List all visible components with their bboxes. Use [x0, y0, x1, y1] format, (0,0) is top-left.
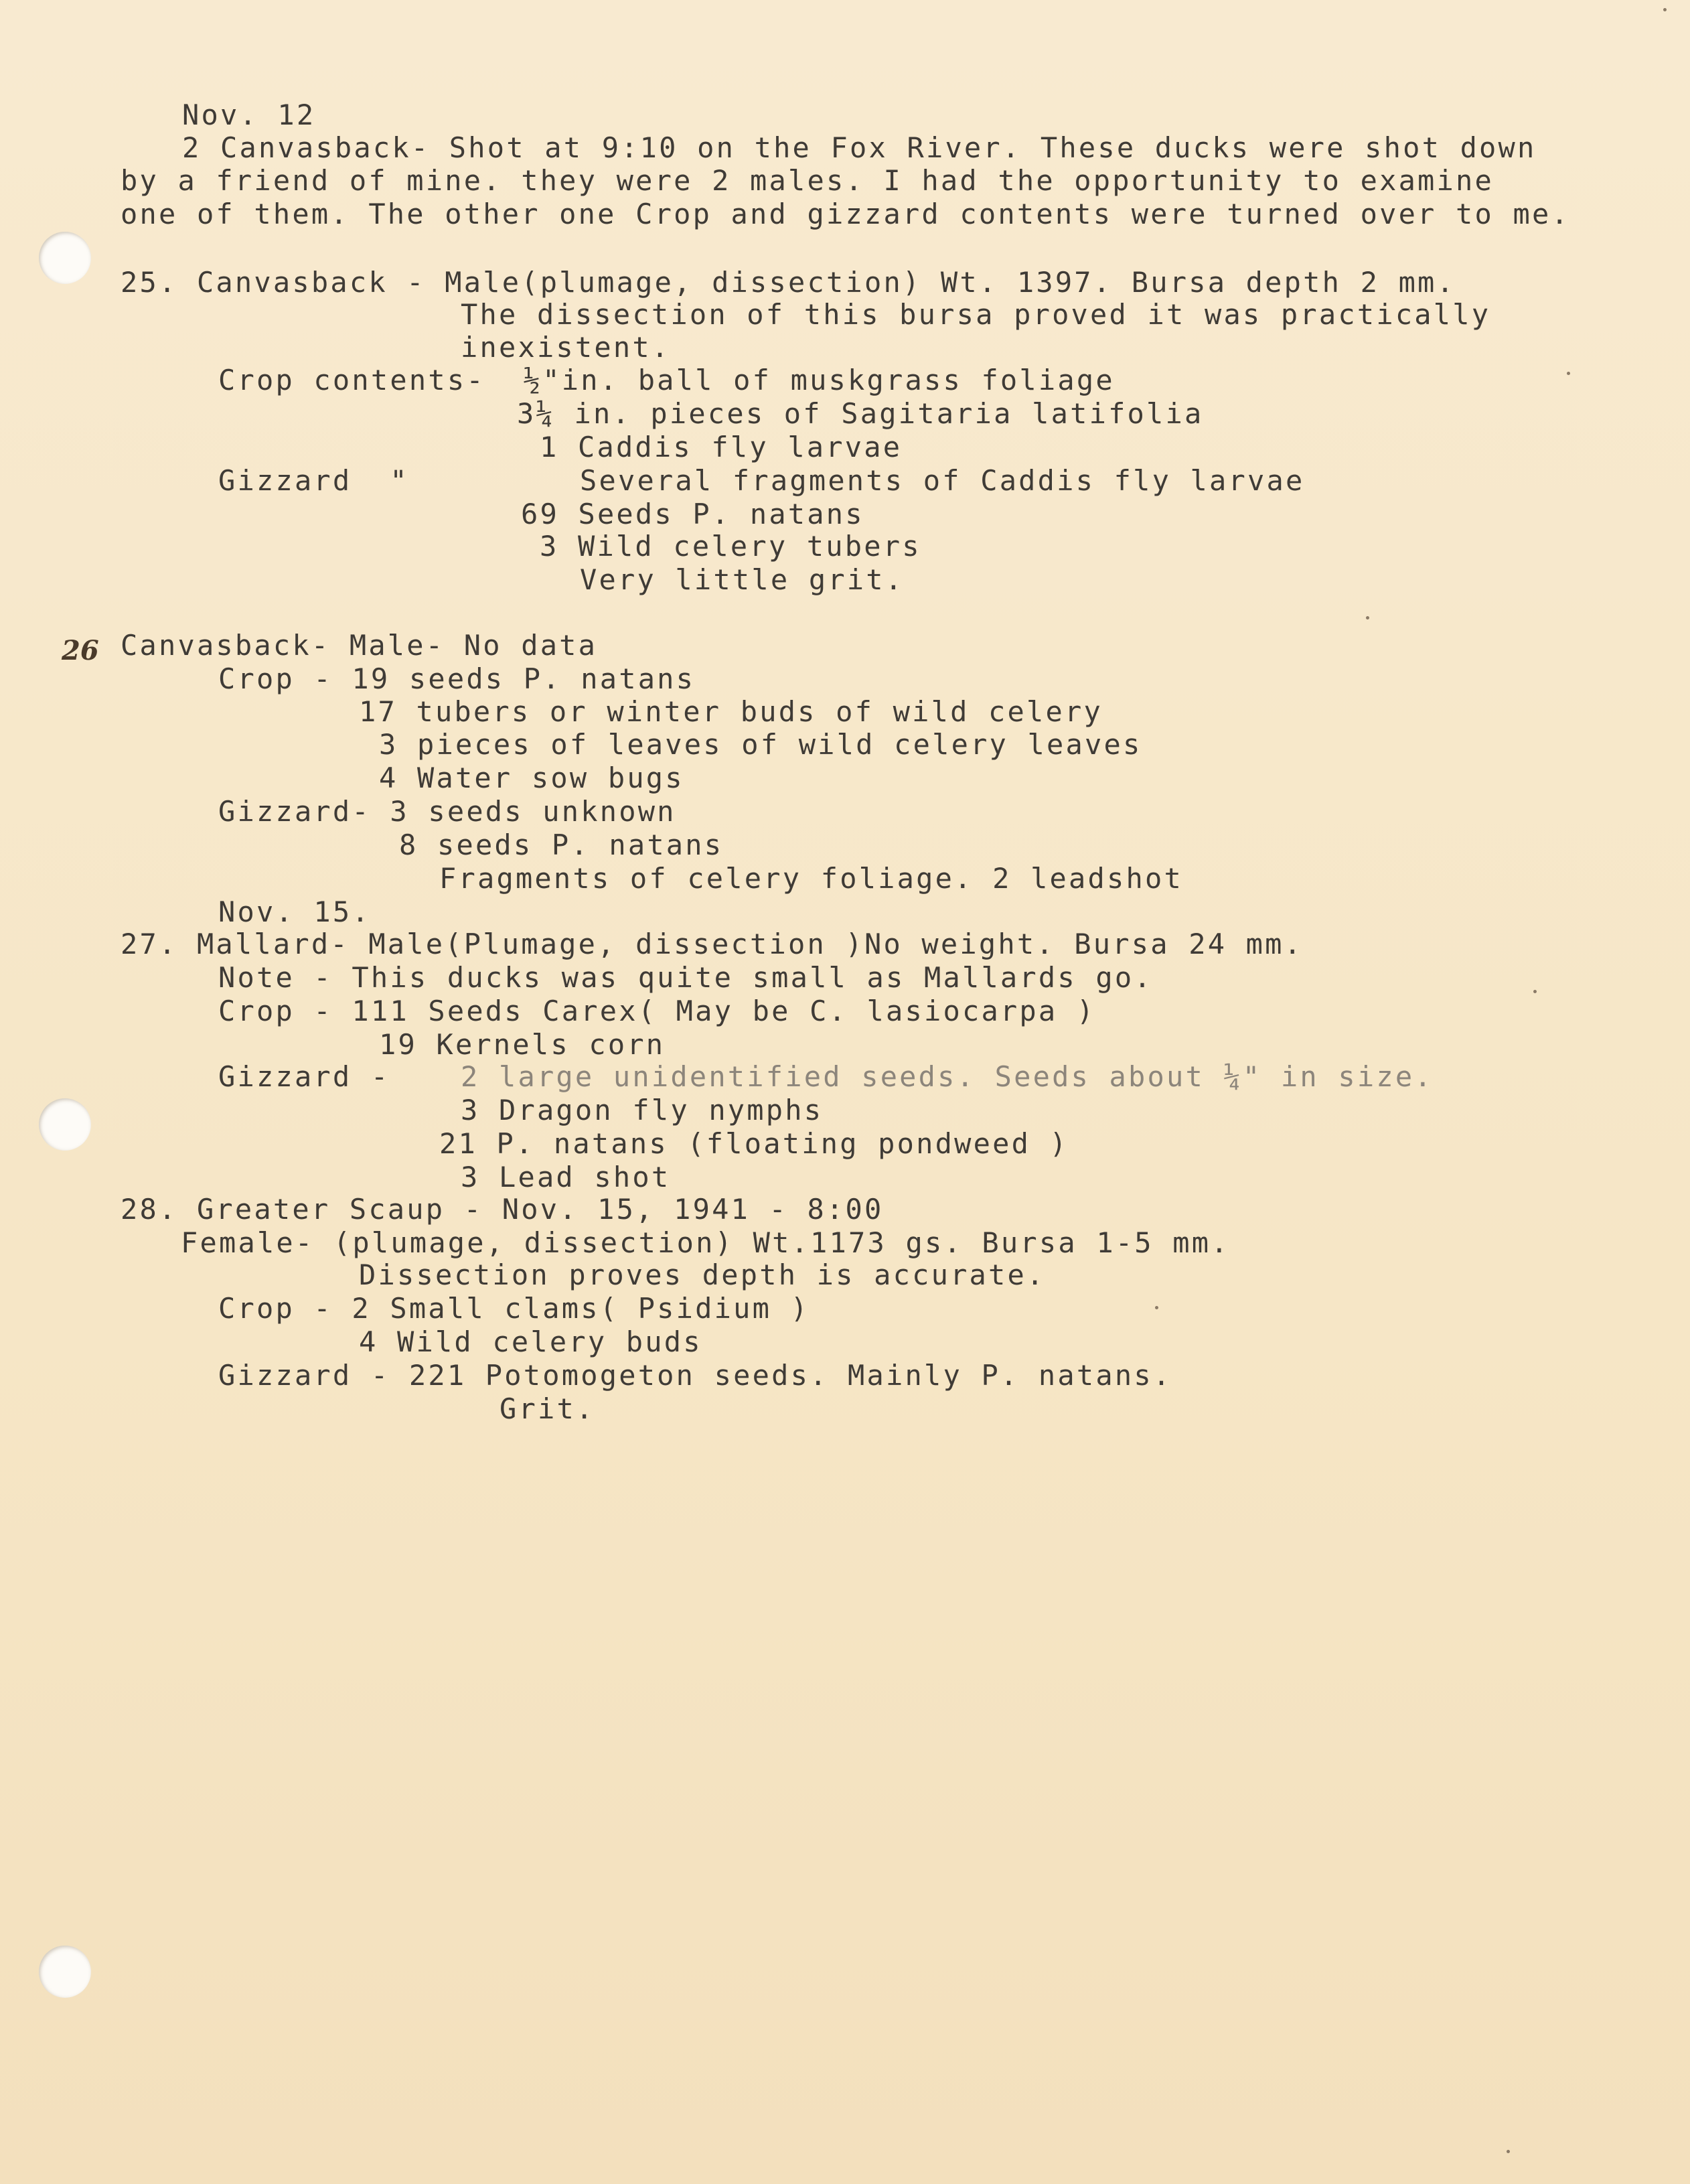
text-line: by a friend of mine. they were 2 males. I had the opportunity to examine	[121, 164, 1494, 197]
paper-speck	[1533, 990, 1537, 993]
paper-speck	[1507, 2150, 1510, 2153]
text-line: 27. Mallard- Male(Plumage, dissection )No weight. Bursa 24 mm.	[121, 928, 1304, 960]
text-line: Gizzard -	[218, 1060, 390, 1093]
text-line: Gizzard- 3 seeds unknown	[218, 795, 676, 828]
text-line: 4 Water sow bugs	[379, 761, 684, 794]
text-line: 17 tubers or winter buds of wild celery	[359, 695, 1103, 728]
text-line: Female- (plumage, dissection) Wt.1173 gs. Bursa 1-5 mm.	[181, 1226, 1230, 1259]
text-line: Note - This ducks was quite small as Mallards go.	[218, 961, 1153, 994]
text-line: Nov. 15.	[218, 895, 371, 928]
text-line: Fragments of celery foliage. 2 leadshot	[439, 862, 1183, 895]
text-line: 69 Seeds P. natans	[521, 498, 864, 530]
text-line: 1 Caddis fly larvae	[540, 431, 903, 463]
text-line: Grit.	[500, 1392, 595, 1425]
binder-hole-bottom	[39, 1946, 91, 1998]
text-line: 3 Lead shot	[461, 1161, 671, 1193]
text-line: Crop contents- ½"in. ball of muskgrass foliage	[218, 364, 1115, 396]
text-line: 2 Canvasback- Shot at 9:10 on the Fox River. These ducks were shot down	[182, 131, 1537, 164]
text-line: Several fragments of Caddis fly larvae	[580, 464, 1305, 497]
text-line: The dissection of this bursa proved it was practically	[461, 298, 1491, 331]
text-line: one of them. The other one Crop and gizzard contents were turned over to me.	[121, 198, 1570, 230]
paper-speck	[1663, 8, 1667, 11]
text-line: Nov. 12	[182, 98, 316, 131]
text-line: 4 Wild celery buds	[359, 1325, 702, 1358]
text-line: 21 P. natans (floating pondweed )	[439, 1127, 1069, 1160]
text-line: inexistent.	[461, 331, 671, 364]
handwritten-entry-number: 26	[62, 635, 99, 666]
text-line: Canvasback- Male- No data	[121, 629, 598, 662]
text-line: Gizzard - 221 Potomogeton seeds. Mainly P. natans.	[218, 1359, 1172, 1392]
paper-speck	[1567, 372, 1570, 375]
text-line: 8 seeds P. natans	[399, 828, 724, 861]
text-line: 25. Canvasback - Male(plumage, dissection) Wt. 1397. Bursa depth 2 mm.	[121, 266, 1456, 299]
text-line: 3¼ in. pieces of Sagitaria latifolia	[517, 397, 1204, 430]
text-line: 3 pieces of leaves of wild celery leaves	[379, 728, 1142, 761]
text-line: 3 Dragon fly nymphs	[461, 1094, 824, 1126]
text-line: Crop - 19 seeds P. natans	[218, 662, 696, 695]
text-line: 3 Wild celery tubers	[540, 530, 921, 563]
binder-hole-top	[39, 232, 91, 284]
paper-speck	[1155, 1306, 1158, 1309]
text-line-faded: 2 large unidentified seeds. Seeds about ¼" in size.	[461, 1060, 1434, 1093]
binder-hole-middle	[39, 1098, 91, 1151]
text-line: Gizzard "	[218, 464, 409, 497]
text-line: 19 Kernels corn	[379, 1028, 666, 1061]
text-line: Crop - 2 Small clams( Psidium )	[218, 1292, 810, 1325]
text-line: Crop - 111 Seeds Carex( May be C. lasiocarpa )	[218, 995, 1096, 1027]
text-line: Dissection proves depth is accurate.	[359, 1258, 1046, 1291]
text-line: Very little grit.	[580, 563, 905, 596]
paper-speck	[1366, 616, 1369, 620]
text-line: 28. Greater Scaup - Nov. 15, 1941 - 8:00	[121, 1193, 884, 1226]
